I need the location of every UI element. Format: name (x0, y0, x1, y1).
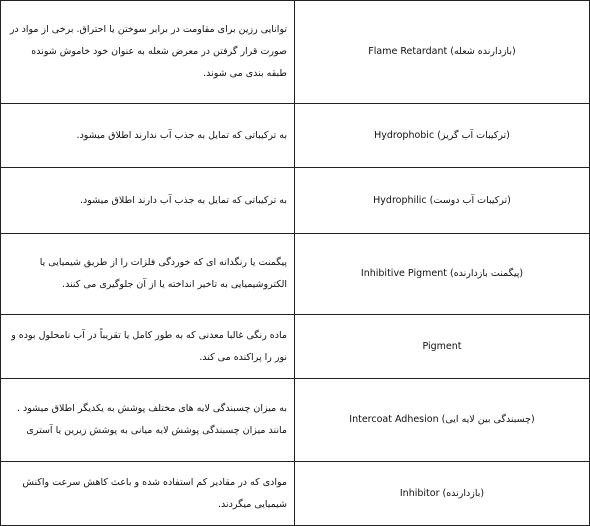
definition-text: توانایی رزین برای مقاومت در برابر سوختن یا احتراق. برخی از مواد در صورت قرار گرفتن در معرض شعله به عنوان خود خاموش شونده طبقه بندی می شوند. (9, 24, 287, 79)
definition-cell (1, 315, 295, 379)
definition-cell (1, 379, 295, 462)
table-row (1, 462, 590, 526)
table-row (1, 379, 590, 462)
definition-text: به ترکیباتی که تمایل به جذب آب دارند اطلاق میشود. (79, 194, 287, 206)
definition-cell (1, 168, 295, 234)
definition-text: ماده رنگی غالبا معدنی که به طور کامل یا تقریباً در آب نامحلول بوده و نور را پراکنده می کند. (11, 329, 287, 363)
table-row (1, 1, 590, 104)
term-text: Intercoat Adhesion (چسبندگی بین لایه ایی) (349, 414, 535, 425)
table-row (1, 104, 590, 168)
definition-cell (1, 234, 295, 315)
term-cell (295, 462, 590, 526)
definition-text: موادی که در مقادیر کم استفاده شده و باعث کاهش سرعت واکنش شیمیایی میگردند. (22, 476, 287, 510)
term-text: Hydrophilic (ترکیبات آب دوست) (373, 194, 511, 206)
term-text: Flame Retardant (بازدارنده شعله) (368, 46, 516, 57)
term-cell (295, 1, 590, 104)
table-row (1, 168, 590, 234)
term-cell (295, 104, 590, 168)
definition-cell (1, 1, 295, 104)
term-text: Inhibitive Pigment (پیگمنت بازدارنده) (360, 268, 524, 279)
definition-cell (1, 462, 295, 526)
term-cell (295, 234, 590, 315)
term-text: Inhibitor (بازدارنده) (399, 487, 485, 499)
term-text: Hydrophobic (ترکیبات آب گریز) (374, 129, 510, 141)
definition-text: پیگمنت یا رنگدانه ای که خوردگی فلزات را از طریق شیمیایی یا الکتروشیمیایی به تاخیر انداخته یا از آن جلوگیری می کنند. (39, 257, 287, 290)
term-cell (295, 315, 590, 379)
term-text: Pigment (422, 340, 462, 352)
table-row (1, 315, 590, 379)
table-row (1, 234, 590, 315)
definition-cell (1, 104, 295, 168)
term-cell (295, 168, 590, 234)
term-cell (295, 379, 590, 462)
definition-text: به ترکیباتی که تمایل به جذب آب ندارند اطلاق میشود. (76, 129, 287, 141)
definition-text: به میزان چسبندگی لایه های مختلف پوشش به یکدیگر اطلاق میشود . مانند میزان چسبندگی پوشش لایه میانی به پوشش زیرین یا آستری (16, 403, 287, 436)
